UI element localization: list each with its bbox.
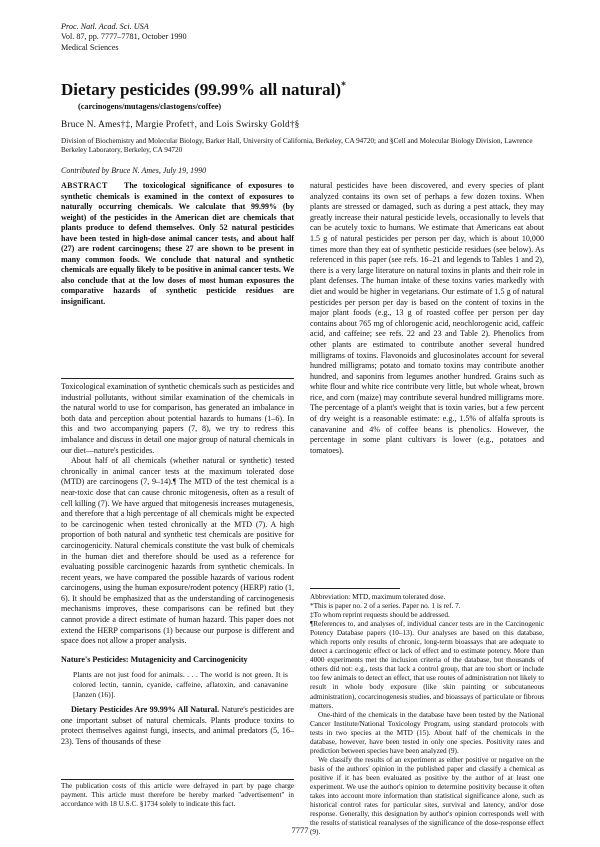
body-paragraph-3	[61, 705, 294, 747]
title-footnote-mark: *	[341, 80, 346, 92]
footnote-paragraph-2: One-third of the chemicals in the database have been tested by the National Cancer Institute/National Toxicology Program, using standard protocols with tests in two species at the MTD (15). About half of the chemicals in the database, however, have been tested in only one species. Positivity rates and prediction between species have been analyzed (9).	[310, 710, 544, 755]
footnote-series: *This is paper no. 2 of a series. Paper no. 1 is ref. 7.	[310, 602, 461, 611]
body-paragraph-continued: natural pesticides have been discovered, and every species of plant analyzed contains its own set of perhaps a few dozen toxins. When plants are stressed or damaged, such as during a pest attack, they may greatly increase their natural pesticide levels, occasionally to levels that can be acutely toxic to humans. We estimate that Americans eat about 1.5 g of natural pesticides per person per day, which is about 10,000 times more than they eat of synthetic pesticide residues (see below). As referenced in this paper (see refs. 16–21 and legends to Tables 1 and 2), there is a very large literature on natural toxins in plants and their role in plant defenses. The human intake of these toxins varies markedly with diet and would be higher in vegetarians. Our estimate of 1.5 g of natural pesticides per person per day is based on the content of toxins in the major plant foods (e.g., 13 g of roasted coffee per person per day contains about 765 mg of chlorogenic acid, neochlorogenic acid, caffeic acid, and caffeine; see refs. 22 and 23 and Table 2). Phenolics from other plants are estimated to contribute another several hundred milligrams of toxins. Flavonoids and glucosinolates account for several hundred milligrams; potato and tomato toxins may contribute another hundred, and saponins from legumes another hundred. Grains such as white flour and white rice contribute very little, but whole wheat, brown rice, and corn (maize) may contribute several hundred milligrams more. The percentage of a plant's weight that is toxin varies, but a few percent of dry weight is a reasonable estimate: e.g., 1.5% of alfalfa sprouts is canavanine and 4% of coffee beans is phenolics. However, the percentage in some plant cultivars is lower (e.g., potatoes and tomatoes).	[310, 181, 544, 455]
affiliation: Division of Biochemistry and Molecular Biology, Barker Hall, University of California, Berkeley, CA 94720; and §Cell and Molecular Biology Division, Lawrence Berkeley Laboratory, Berkeley, CA 94720	[61, 137, 533, 155]
left-column	[61, 382, 294, 748]
body-paragraph-3-text: Nature's pesticides are one important subset of natural chemicals. Plants produce toxins to protect themselves against fungi, insects, and animal predators (5, 16–23). Tens of thousands of these	[61, 705, 294, 746]
journal-name: Proc. Natl. Acad. Sci. USA	[61, 22, 149, 31]
right-column	[310, 181, 544, 456]
intro-paragraph-2: About half of all chemicals (whether natural or synthetic) tested chronically in animal cancer tests at the maximum tolerated dose (MTD) are carcinogens (7, 9–14).¶ The MTD of the test chemical is a near-toxic dose that can cause chronic mitogenesis, often as a result of cell killing (7). We have argued that mitogenesis increases mutagenesis, and therefore that a high percentage of all chemicals might be expected to be carcinogenic when tested chronically at the MTD (7). A high proportion of both natural and synthetic test chemicals are positive for carcinogenicity. Natural chemicals constitute the vast bulk of chemicals in the human diet and therefore should be used as a reference for evaluating possible carcinogenic hazards from synthetic chemicals. In recent years, we have compared the possible hazards of various rodent carcinogens, using the human exposure/rodent potency (HERP) ratio (1, 6). It should be emphasized that as the understanding of carcinogenesis mechanisms improves, these comparisons can be refined but they cannot provide a direct estimate of human hazard. This paper does not extend the HERP comparisons (1) because our purpose is different and space does not allow a proper analysis.	[61, 456, 294, 646]
intro-paragraph-1: Toxicological examination of synthetic chemicals such as pesticides and industrial pollutants, without similar examination of the chemicals in the natural world to use for comparison, has generated an imbalance in both data and perception about potential hazards to humans (1–6). In this and two accompanying papers (7, 8), we try to redress this imbalance and discuss in detail one major group of natural chemicals in our diet—nature's pesticides.	[61, 382, 294, 455]
footnotes	[310, 593, 544, 837]
footnote-abbreviation: Abbreviation: MTD, maximum tolerated dose.	[310, 593, 446, 601]
contributed-by: Contributed by Bruce N. Ames, July 19, 1990	[61, 166, 207, 175]
section-heading: Nature's Pesticides: Mutagenicity and Carcinogenicity	[61, 654, 248, 664]
footnote-divider	[310, 588, 400, 589]
epigraph: Plants are not just food for animals. . . . The world is not green. It is colored lectin, tannin, cyanide, caffeine, aflatoxin, and canavanine [Janzen (16)].	[73, 670, 288, 699]
abstract	[61, 181, 294, 308]
keywords: (carcinogens/mutagens/clastogens/coffee)	[78, 102, 222, 111]
abstract-text: The toxicological significance of exposures to synthetic chemicals is examined in the context of exposures to naturally occurring chemicals. We calculate that 99.99% (by weight) of the pesticides in the American diet are chemicals that plants produce to defend themselves. Only 52 natural pesticides have been tested in high-dose animal cancer tests, and about half (27) are rodent carcinogens; these 27 are shown to be present in many common foods. We conclude that natural and synthetic chemicals are equally likely to be positive in animal cancer tests. We also conclude that at the low doses of most human exposures the comparative hazards of synthetic pesticide residues are insignificant.	[61, 181, 295, 307]
page-number: 7777	[291, 825, 309, 835]
authors: Bruce N. Ames†‡, Margie Profet†, and Lois Swirsky Gold†§	[61, 120, 300, 130]
run-in-heading: Dietary Pesticides Are 99.99% All Natural.	[71, 705, 220, 715]
footnote-paragraph-3: We classify the results of an experiment as either positive or negative on the basis of the authors' opinion in the published paper and classify a chemical as positive if it has been evaluated as positive by the author of at least one experiment. We use the author's opinion to determine positivity because it often takes into account more information than statistical significance alone, such as historical control rates for particular sites, survival and latency, and/or dose response. Generally, this designation by author's opinion corresponds well with the results of statistical reanalyses of the significance of the dose-response effect (9).	[310, 755, 544, 837]
footnote-references: ¶References to, and analyses of, individual cancer tests are in the Carcinogenic Potency Database papers (10–13). Our analyses are based on this database, which reports only results of chronic, long-term bioassays that are adequate to detect a carcinogenic effect or lack of effect and to estimate potency. More than 4000 experiments met the inclusion criteria of the database, but thousands of others did not: e.g., tests that lack a control group, that are too short or include too few animals to detect an effect, that use routes of administration not likely to result in whole body exposure (like skin painting or subcutaneous administration), cocarcinogenesis studies, and bioassays of particulate or fibrous matters.	[310, 620, 544, 710]
publication-note-divider	[61, 779, 294, 780]
publication-note: The publication costs of this article were defrayed in part by page charge payment. This article must therefore be hereby marked "advertisement" in accordance with 18 U.S.C. §1734 solely to indicate this fact.	[61, 782, 294, 809]
title-text: Dietary pesticides (99.99% all natural)	[61, 80, 341, 99]
abstract-divider	[61, 378, 294, 379]
footnote-reprints: ‡To whom reprint requests should be addressed.	[310, 611, 450, 620]
journal-header	[61, 22, 187, 53]
journal-volume: Vol. 87, pp. 7777–7781, October 1990	[61, 32, 187, 42]
journal-section: Medical Sciences	[61, 42, 119, 52]
article-title	[61, 80, 346, 100]
abstract-label: ABSTRACT	[61, 181, 108, 190]
